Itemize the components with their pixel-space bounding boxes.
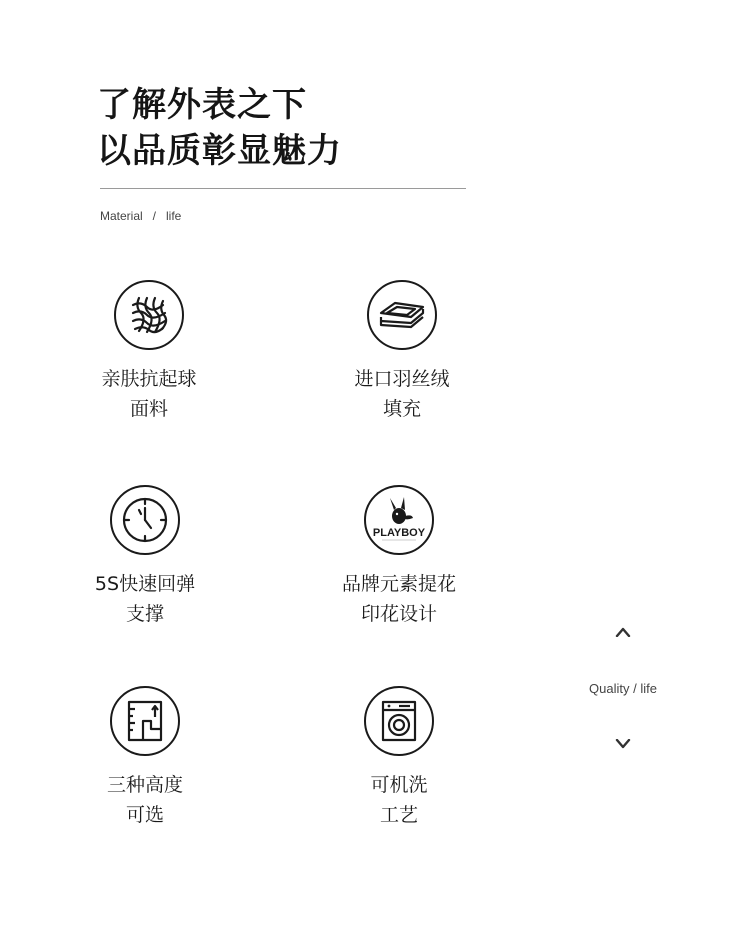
feature-brand-print xyxy=(299,485,499,629)
feature-label xyxy=(302,364,502,424)
feature-label-line-2: 可选 xyxy=(125,804,164,826)
chevron-down-icon xyxy=(615,739,631,749)
height-ruler-icon xyxy=(110,686,180,756)
feature-label-line-1: 三种高度 xyxy=(106,774,183,796)
scroll-up-button[interactable] xyxy=(570,622,676,646)
feature-label-line-1: 亲肤抗起球 xyxy=(101,368,197,390)
feature-label-line-2: 印花设计 xyxy=(360,603,437,625)
clock-icon xyxy=(110,485,180,555)
scroll-down-button[interactable] xyxy=(570,734,676,758)
down-layers-icon xyxy=(367,280,437,350)
feature-label xyxy=(49,364,249,424)
feature-heights xyxy=(45,686,245,830)
feature-label xyxy=(299,569,499,629)
feature-down xyxy=(302,280,502,424)
feature-label-line-1: 5S快速回弹 xyxy=(94,573,196,595)
feature-label xyxy=(299,770,499,830)
feature-label-line-2: 面料 xyxy=(129,398,168,420)
fabric-fibers-icon xyxy=(114,280,184,350)
divider xyxy=(100,188,466,189)
feature-washable xyxy=(299,686,499,830)
feature-label-line-1: 品牌元素提花 xyxy=(341,573,456,595)
playboy-logo-text: PLAYBOY xyxy=(372,527,426,539)
quality-life-label: Quality / life xyxy=(589,681,657,696)
feature-label-line-2: 填充 xyxy=(382,398,421,420)
subtitle: Material / life xyxy=(100,209,182,223)
feature-label-line-2: 支撑 xyxy=(125,603,164,625)
feature-label xyxy=(45,770,245,830)
feature-label xyxy=(45,569,245,629)
headline-line-1: 了解外表之下 xyxy=(97,85,307,125)
washing-machine-icon xyxy=(364,686,434,756)
chevron-up-icon xyxy=(615,627,631,637)
feature-label-line-1: 可机洗 xyxy=(370,774,428,796)
feature-label-line-1: 进口羽丝绒 xyxy=(354,368,450,390)
feature-rebound xyxy=(45,485,245,629)
headline-line-2: 以品质彰显魅力 xyxy=(97,131,342,171)
playboy-logo-icon xyxy=(364,485,434,555)
feature-fabric xyxy=(49,280,249,424)
feature-label-line-2: 工艺 xyxy=(379,804,418,826)
headline xyxy=(97,82,342,174)
